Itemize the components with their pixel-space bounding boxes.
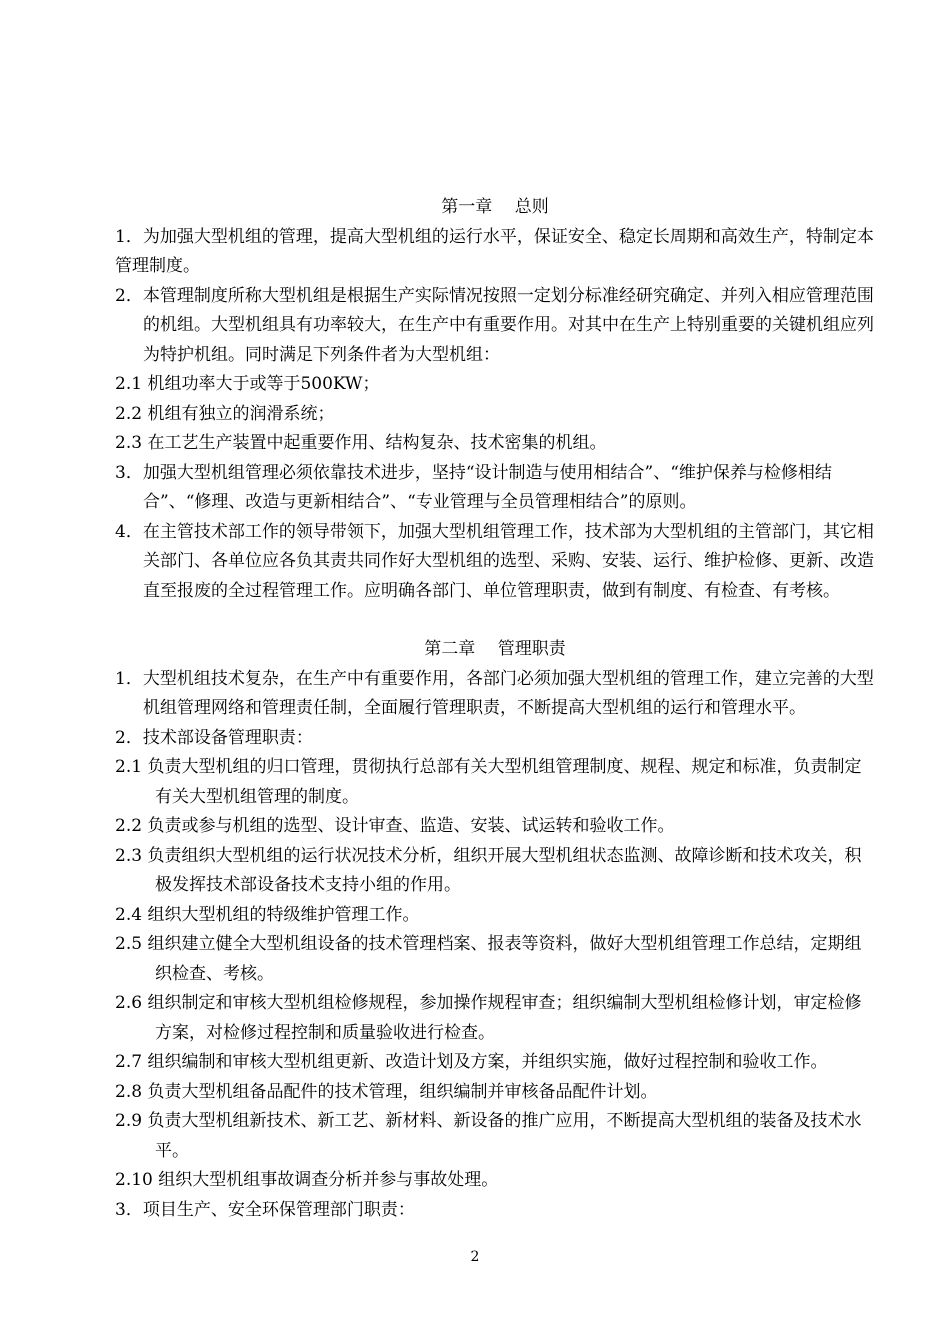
- chapter-1-heading: 第一章 总则: [441, 197, 549, 217]
- chapter-2-paragraph-3: 3．项目生产、安全环保管理部门职责：: [115, 1199, 415, 1220]
- chapter-1-paragraph-3: 3．加强大型机组管理必须依靠技术进步，坚持“设计制造与使用相结合”、“维护保养与检修相结合”、“修理、改造与更新相结合”、“专业管理与全员管理相结合”的原则。: [115, 462, 832, 512]
- chapter-1-item-2-2: 2.2 机组有独立的润滑系统；: [115, 403, 335, 424]
- chapter-2-item-2-3: 2.3 负责组织大型机组的运行状况技术分析，组织开展大型机组状态监测、故障诊断和技术攻关，积极发挥技术部设备技术支持小组的作用。: [115, 845, 862, 895]
- chapter-2-item-2-10: 2.10 组织大型机组事故调查分析并参与事故处理。: [115, 1170, 499, 1190]
- chapter-2-item-2-7: 2.7 组织编制和审核大型机组更新、改造计划及方案，并组织实施，做好过程控制和验收工作。: [115, 1052, 828, 1072]
- document-body: [115, 193, 875, 1225]
- chapter-1-paragraph-1: 1．为加强大型机组的管理，提高大型机组的运行水平，保证安全、稳定长周期和高效生产，特制定本管理制度。: [115, 226, 874, 276]
- chapter-2-paragraph-2: 2．技术部设备管理职责：: [115, 727, 313, 748]
- chapter-2-item-2-5: 2.5 组织建立健全大型机组设备的技术管理档案、报表等资料，做好大型机组管理工作总结，定期组织检查、考核。: [115, 934, 862, 984]
- chapter-2-item-2-9: 2.9 负责大型机组新技术、新工艺、新材料、新设备的推广应用，不断提高大型机组的装备及技术水平。: [115, 1111, 862, 1161]
- chapter-1-item-2-3: 2.3 在工艺生产装置中起重要作用、结构复杂、技术密集的机组。: [115, 433, 607, 453]
- chapter-1-paragraph-4: 4．在主管技术部工作的领导带领下，加强大型机组管理工作，技术部为大型机组的主管部门，其它相关部门、各单位应各负其责共同作好大型机组的选型、采购、安装、运行、维护检修、更新、改造直至报废的全过程管理工作。应明确各部门、单位管理职责，做到有制度、有检查、有考核。: [115, 521, 874, 601]
- page-number: 2: [470, 1249, 480, 1265]
- chapter-2-item-2-1: 2.1 负责大型机组的归口管理，贯彻执行总部有关大型机组管理制度、规程、规定和标准，负责制定有关大型机组管理的制度。: [115, 757, 862, 807]
- chapter-2-heading: 第二章 管理职责: [424, 639, 566, 659]
- chapter-2-item-2-4: 2.4 组织大型机组的特级维护管理工作。: [115, 904, 420, 925]
- chapter-2-item-2-2: 2.2 负责或参与机组的选型、设计审查、监造、安装、试运转和验收工作。: [115, 816, 675, 836]
- chapter-1-paragraph-2: 2．本管理制度所称大型机组是根据生产实际情况按照一定划分标准经研究确定、并列入相应管理范围的机组。大型机组具有功率较大，在生产中有重要作用。对其中在生产上特别重要的关键机组应列为特护机组。同时满足下列条件者为大型机组：: [115, 285, 874, 365]
- chapter-1-item-2-1: 2.1 机组功率大于或等于500KW；: [115, 374, 380, 394]
- chapter-2-item-2-6: 2.6 组织制定和审核大型机组检修规程，参加操作规程审查；组织编制大型机组检修计划，审定检修方案，对检修过程控制和质量验收进行检查。: [115, 993, 862, 1043]
- chapter-2-item-2-8: 2.8 负责大型机组备品配件的技术管理，组织编制并审核备品配件计划。: [115, 1081, 658, 1102]
- chapter-2-paragraph-1: 1．大型机组技术复杂，在生产中有重要作用，各部门必须加强大型机组的管理工作，建立完善的大型机组管理网络和管理责任制，全面履行管理职责，不断提高大型机组的运行和管理水平。: [115, 668, 874, 718]
